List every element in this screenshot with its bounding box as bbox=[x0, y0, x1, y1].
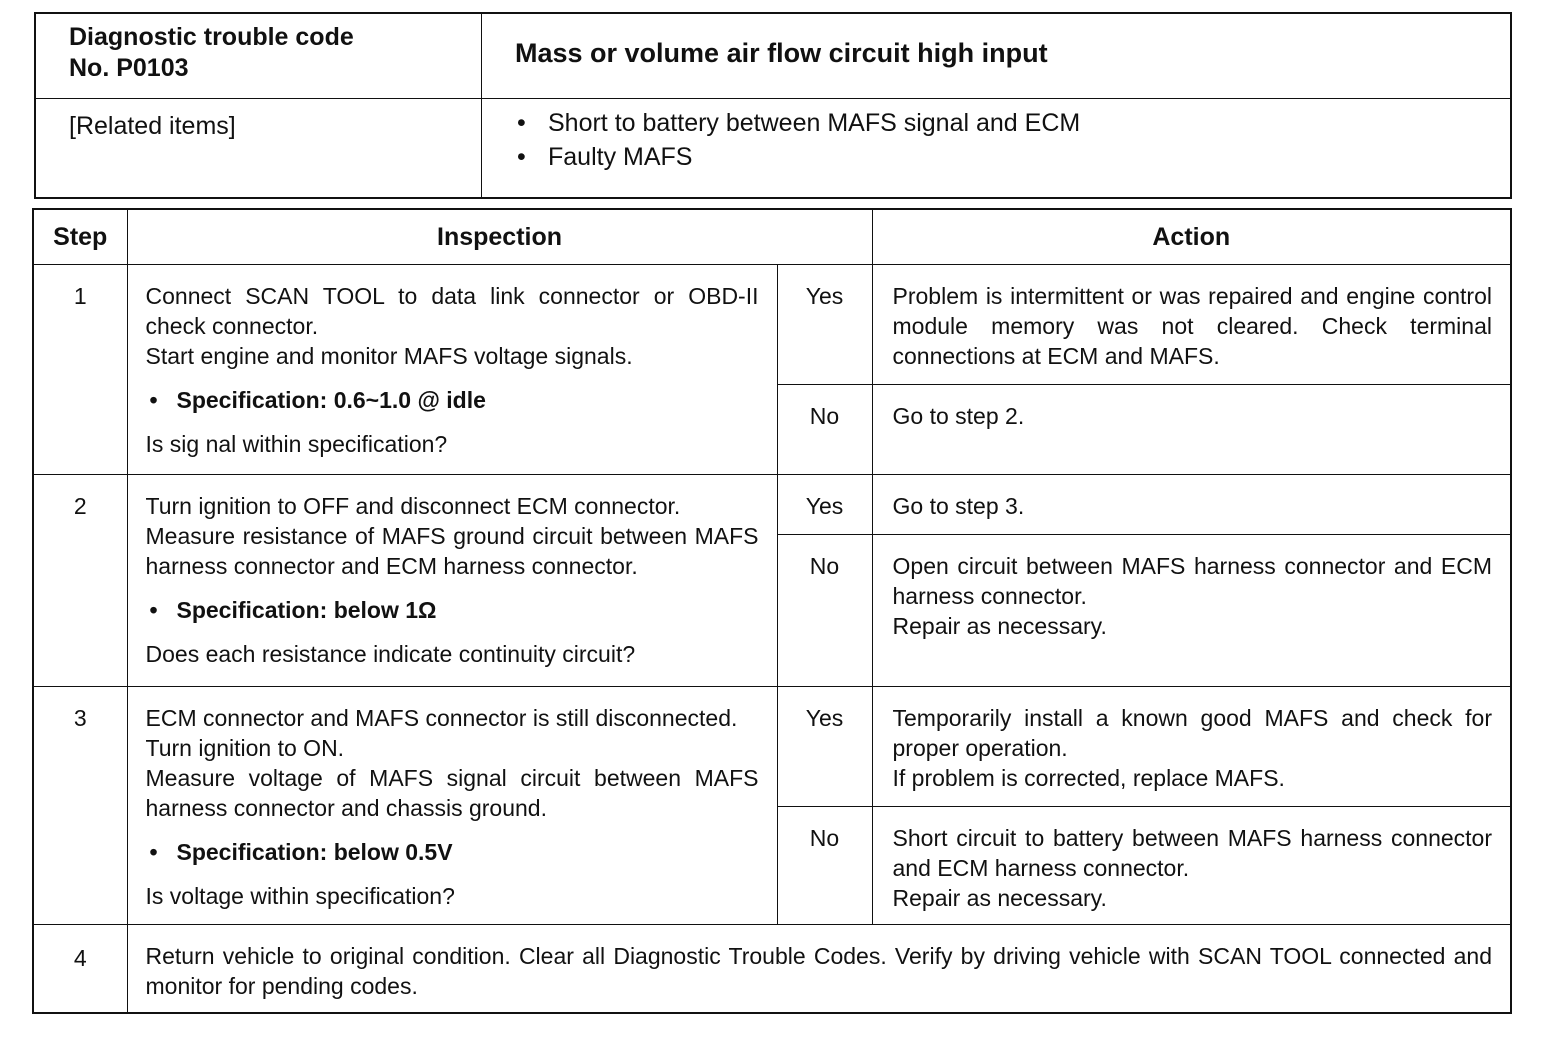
related-item: • Faulty MAFS bbox=[517, 140, 1510, 174]
step-number: 4 bbox=[33, 925, 127, 1013]
diagnostic-steps-table bbox=[32, 208, 1512, 1014]
related-item: • Short to battery between MAFS signal and ECM bbox=[517, 106, 1510, 140]
dtc-code-label: Diagnostic trouble code bbox=[69, 23, 354, 51]
final-step-text: Return vehicle to original condition. Clear all Diagnostic Trouble Codes. Verify by driving vehicle with SCAN TOOL connected and monitor for pending codes. bbox=[127, 925, 1511, 1013]
related-items-label: [Related items] bbox=[35, 99, 482, 199]
no-action bbox=[872, 807, 1511, 925]
action-text: Go to step 2. bbox=[892, 403, 1025, 429]
column-header-step: Step bbox=[33, 209, 127, 265]
inspection-text: Turn ignition to OFF and disconnect ECM connector. bbox=[145, 493, 681, 519]
dtc-header-table bbox=[34, 12, 1512, 199]
yes-label: Yes bbox=[777, 687, 872, 807]
step-inspection bbox=[127, 687, 777, 925]
inspection-text: Start engine and monitor MAFS voltage signals. bbox=[145, 343, 633, 369]
dtc-title: Mass or volume air flow circuit high input bbox=[482, 13, 1512, 99]
inspection-text: Turn ignition to ON. bbox=[145, 735, 345, 761]
specification: • Specification: 0.6~1.0 @ idle bbox=[150, 385, 759, 415]
yes-label: Yes bbox=[777, 475, 872, 535]
step-number: 3 bbox=[33, 687, 127, 925]
no-label: No bbox=[777, 807, 872, 925]
inspection-text: ECM connector and MAFS connector is still disconnected. bbox=[145, 705, 738, 731]
inspection-question: Is sig nal within specification? bbox=[145, 431, 448, 457]
no-label: No bbox=[777, 535, 872, 687]
action-text: Temporarily install a known good MAFS and check for proper operation. bbox=[892, 705, 1492, 761]
step-inspection bbox=[127, 265, 777, 475]
specification: • Specification: below 0.5V bbox=[150, 837, 759, 867]
inspection-question: Is voltage within specification? bbox=[145, 883, 455, 909]
action-text: Open circuit between MAFS harness connector and ECM harness connector. bbox=[892, 553, 1492, 609]
specification: • Specification: below 1Ω bbox=[150, 595, 759, 625]
step-number: 1 bbox=[33, 265, 127, 475]
yes-action bbox=[872, 475, 1511, 535]
related-items-cell bbox=[482, 99, 1512, 199]
step-inspection bbox=[127, 475, 777, 687]
column-header-action: Action bbox=[872, 209, 1511, 265]
action-text: If problem is corrected, replace MAFS. bbox=[892, 765, 1285, 791]
inspection-text: Measure resistance of MAFS ground circuit between MAFS harness connector and ECM harness connector. bbox=[145, 523, 759, 579]
action-text: Go to step 3. bbox=[892, 493, 1025, 519]
inspection-text: Connect SCAN TOOL to data link connector or OBD-II check connector. bbox=[145, 283, 759, 339]
inspection-text: Measure voltage of MAFS signal circuit between MAFS harness connector and chassis ground. bbox=[145, 765, 759, 821]
dtc-code-number: No. P0103 bbox=[69, 54, 189, 82]
inspection-question: Does each resistance indicate continuity circuit? bbox=[145, 641, 636, 667]
yes-label: Yes bbox=[777, 265, 872, 385]
action-text: Repair as necessary. bbox=[892, 613, 1107, 639]
yes-action bbox=[872, 687, 1511, 807]
column-header-inspection: Inspection bbox=[127, 209, 872, 265]
action-text: Problem is intermittent or was repaired and engine control module memory was not cleared. Check terminal connections at ECM and MAFS. bbox=[892, 283, 1492, 369]
dtc-code-cell bbox=[35, 13, 482, 99]
yes-action bbox=[872, 265, 1511, 385]
no-label: No bbox=[777, 385, 872, 475]
related-items-list bbox=[482, 99, 1510, 174]
action-text: Short circuit to battery between MAFS harness connector and ECM harness connector. bbox=[892, 825, 1492, 881]
no-action bbox=[872, 385, 1511, 475]
no-action bbox=[872, 535, 1511, 687]
step-number: 2 bbox=[33, 475, 127, 687]
action-text: Repair as necessary. bbox=[892, 885, 1107, 911]
